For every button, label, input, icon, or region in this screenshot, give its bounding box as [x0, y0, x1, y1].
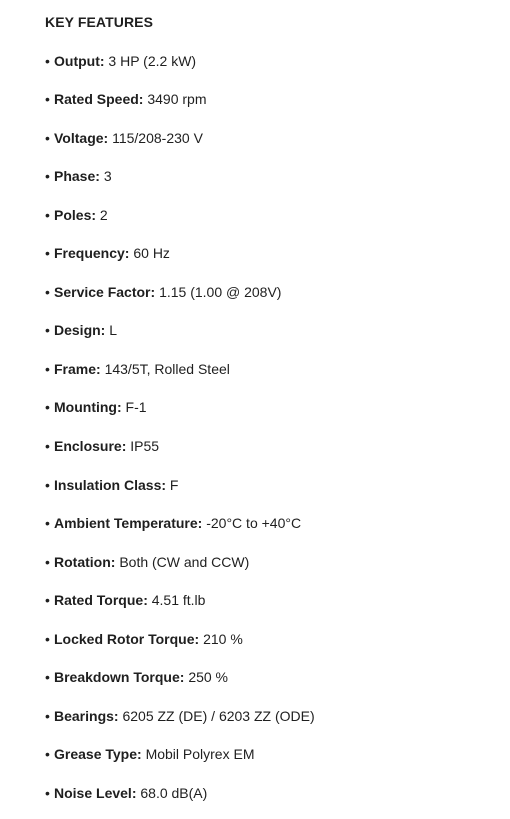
bullet-icon: • — [45, 206, 50, 223]
feature-value: 60 Hz — [133, 245, 170, 262]
bullet-icon: • — [45, 669, 50, 686]
feature-value: F-1 — [125, 399, 147, 416]
feature-item — [45, 166, 510, 186]
feature-label: Mounting: — [54, 399, 122, 416]
bullet-icon: • — [45, 784, 50, 801]
bullet-icon: • — [45, 746, 50, 763]
feature-value: -20°C to +40°C — [206, 515, 302, 532]
feature-label: Bearings: — [54, 707, 119, 724]
feature-item — [45, 51, 510, 71]
feature-label: Frequency: — [54, 245, 130, 262]
feature-value: F — [169, 476, 179, 493]
feature-label: Frame: — [54, 360, 101, 377]
feature-value: Both (CW and CCW) — [119, 553, 250, 570]
bullet-icon: • — [45, 630, 50, 647]
bullet-icon: • — [45, 91, 50, 108]
bullet-icon: • — [45, 129, 50, 146]
bullet-icon: • — [45, 515, 50, 532]
feature-label: Locked Rotor Torque: — [54, 630, 200, 647]
feature-item — [45, 243, 510, 263]
bullet-icon: • — [45, 437, 50, 454]
bullet-icon: • — [45, 707, 50, 724]
feature-label: Rotation: — [54, 553, 116, 570]
feature-value: Mobil Polyrex EM — [145, 746, 255, 763]
bullet-icon: • — [45, 476, 50, 493]
feature-value: 3490 rpm — [147, 91, 207, 108]
feature-item — [45, 205, 510, 225]
bullet-icon: • — [45, 283, 50, 300]
feature-value: 3 HP (2.2 kW) — [108, 52, 197, 69]
feature-value: 143/5T, Rolled Steel — [104, 360, 230, 377]
bullet-icon: • — [45, 52, 50, 69]
feature-value: 68.0 dB(A) — [140, 784, 208, 801]
section-heading: KEY FEATURES — [45, 14, 154, 30]
feature-label: Poles: — [54, 206, 97, 223]
bullet-icon: • — [45, 245, 50, 262]
feature-item — [45, 783, 510, 803]
feature-label: Insulation Class: — [54, 476, 167, 493]
feature-item — [45, 475, 510, 495]
feature-label: Rated Speed: — [54, 91, 144, 108]
feature-item — [45, 397, 510, 417]
feature-label: Design: — [54, 322, 106, 339]
feature-label: Phase: — [54, 168, 100, 185]
feature-value: 250 % — [188, 669, 229, 686]
feature-item — [45, 282, 510, 302]
feature-item — [45, 629, 510, 649]
feature-label: Service Factor: — [54, 283, 156, 300]
feature-label: Output: — [54, 52, 105, 69]
feature-label: Breakdown Torque: — [54, 669, 185, 686]
bullet-icon: • — [45, 553, 50, 570]
feature-value: 210 % — [203, 630, 243, 647]
feature-value: 2 — [99, 206, 108, 223]
feature-label: Voltage: — [54, 129, 109, 146]
feature-item — [45, 706, 510, 726]
bullet-icon: • — [45, 322, 50, 339]
feature-item — [45, 552, 510, 572]
bullet-icon: • — [45, 399, 50, 416]
feature-value: 4.51 ft.lb — [151, 592, 206, 609]
feature-label: Ambient Temperature: — [54, 515, 203, 532]
feature-item — [45, 513, 510, 533]
feature-label: Grease Type: — [54, 746, 142, 763]
feature-value: L — [109, 322, 118, 339]
feature-value: 115/208-230 V — [112, 129, 203, 146]
bullet-icon: • — [45, 168, 50, 185]
feature-label: Enclosure: — [54, 437, 127, 454]
feature-value: 1.15 (1.00 @ 208V) — [159, 283, 282, 300]
bullet-icon: • — [45, 360, 50, 377]
feature-value: IP55 — [130, 437, 160, 454]
feature-label: Noise Level: — [54, 784, 137, 801]
feature-item — [45, 89, 510, 109]
feature-item — [45, 590, 510, 610]
feature-item — [45, 744, 510, 764]
feature-value: 6205 ZZ (DE) / 6203 ZZ (ODE) — [122, 707, 315, 724]
feature-item — [45, 128, 510, 148]
feature-value: 3 — [103, 168, 112, 185]
feature-item — [45, 320, 510, 340]
feature-item — [45, 359, 510, 379]
feature-label: Rated Torque: — [54, 592, 148, 609]
bullet-icon: • — [45, 592, 50, 609]
features-list — [45, 51, 510, 803]
feature-item — [45, 436, 510, 456]
feature-item — [45, 667, 510, 687]
